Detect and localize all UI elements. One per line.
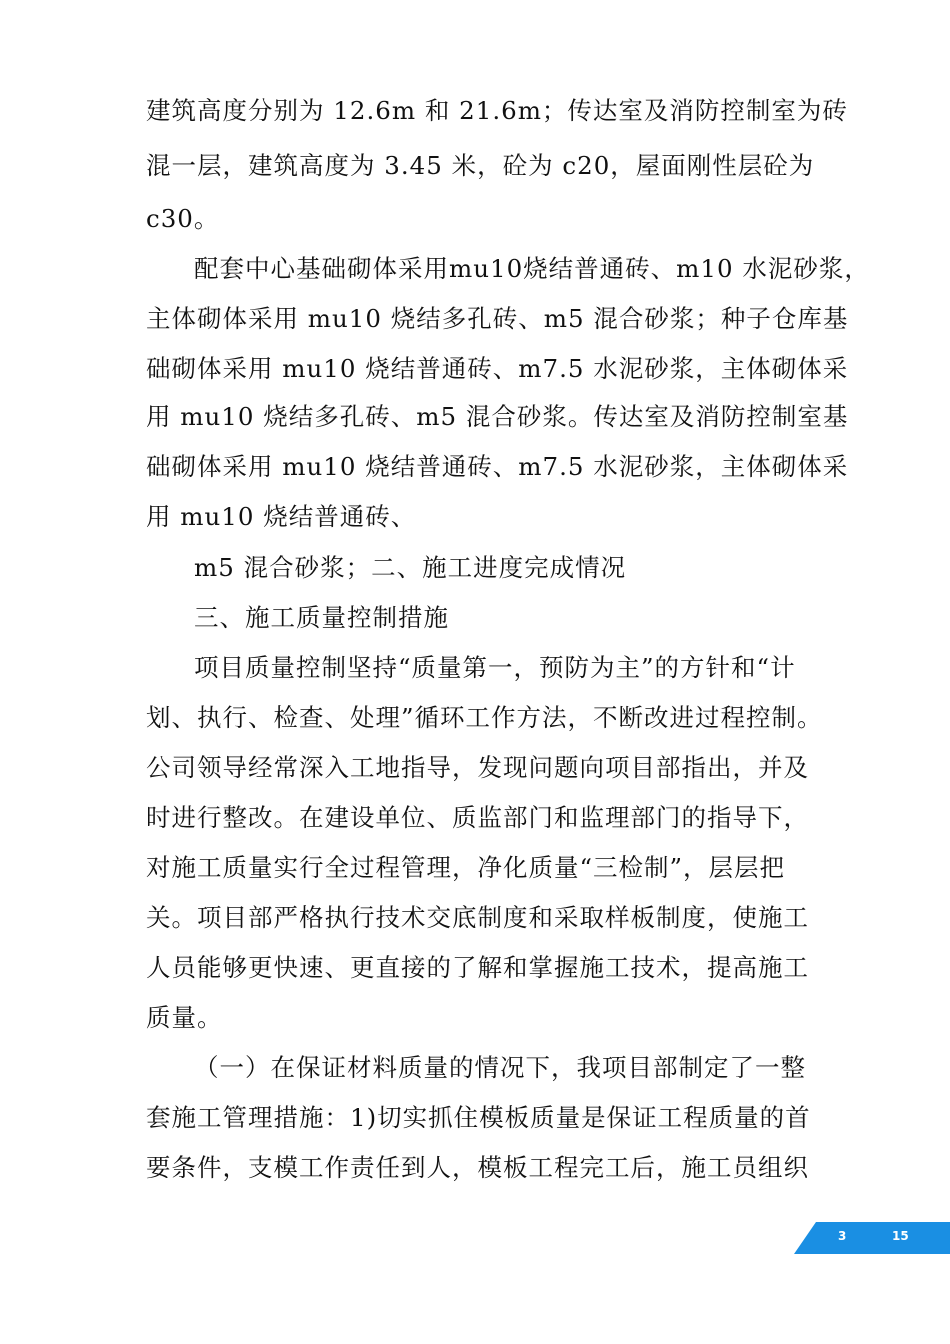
current-page-number: 3	[838, 1229, 847, 1243]
text-line: 质量。	[146, 1003, 223, 1032]
text-line: 配套中心基础砌体采用mu10烧结普通砖、m10 水泥砂浆，	[194, 254, 870, 283]
text-line: 时进行整改。在建设单位、质监部门和监理部门的指导下，	[146, 803, 809, 832]
total-page-number: 15	[892, 1229, 909, 1243]
section-heading: 三、施工质量控制措施	[194, 603, 449, 632]
text-line: 础砌体采用 mu10 烧结普通砖、m7.5 水泥砂浆，主体砌体采	[146, 452, 849, 481]
text-line: c30。	[146, 204, 220, 233]
text-line: 关。项目部严格执行技术交底制度和采取样板制度，使施工	[146, 903, 809, 932]
page-number-badge	[794, 1222, 950, 1254]
text-line: 套施工管理措施：1)切实抓住模板质量是保证工程质量的首	[146, 1103, 811, 1132]
text-line: 项目质量控制坚持“质量第一，预防为主”的方针和“计	[194, 653, 796, 682]
text-line: 混一层，建筑高度为 3.45 米，砼为 c20，屋面刚性层砼为	[146, 151, 815, 180]
page-badge-shape	[794, 1222, 950, 1254]
text-line: m5 混合砂浆；二、施工进度完成情况	[194, 553, 627, 582]
text-line: 础砌体采用 mu10 烧结普通砖、m7.5 水泥砂浆，主体砌体采	[146, 354, 849, 383]
text-line: 要条件，支模工作责任到人，模板工程完工后，施工员组织	[146, 1153, 809, 1182]
text-line: 主体砌体采用 mu10 烧结多孔砖、m5 混合砂浆；种子仓库基	[146, 304, 849, 333]
text-line: 公司领导经常深入工地指导，发现问题向项目部指出，并及	[146, 753, 809, 782]
text-line: 划、执行、检查、处理”循环工作方法，不断改进过程控制。	[146, 703, 823, 732]
text-line: （一）在保证材料质量的情况下，我项目部制定了一整	[194, 1053, 806, 1082]
text-line: 用 mu10 烧结普通砖、	[146, 502, 417, 531]
text-line: 建筑高度分别为 12.6m 和 21.6m；传达室及消防控制室为砖	[146, 96, 848, 125]
text-line: 用 mu10 烧结多孔砖、m5 混合砂浆。传达室及消防控制室基	[146, 402, 849, 431]
text-line: 人员能够更快速、更直接的了解和掌握施工技术，提高施工	[146, 953, 809, 982]
text-line: 对施工质量实行全过程管理，净化质量“三检制”，层层把	[146, 853, 786, 882]
